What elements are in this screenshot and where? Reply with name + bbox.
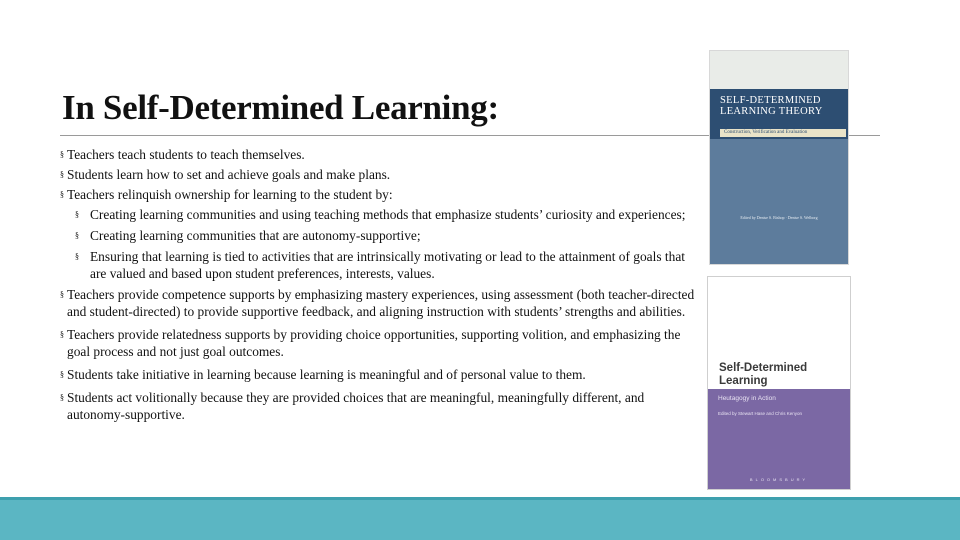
book-cover-subtitle: Construction, Verification and Evaluation — [720, 129, 846, 137]
book-cover-title-line: Learning — [719, 375, 768, 387]
slide-title: In Self-Determined Learning: — [62, 88, 499, 127]
book-cover-self-determined-learning — [707, 276, 851, 490]
footer-band — [0, 497, 960, 540]
bullet-text: Teachers teach students to teach themselves. — [67, 147, 305, 162]
book-cover-title-band — [710, 89, 848, 139]
book-cover-purple-band — [708, 389, 850, 489]
book-cover-editors: Edited by Denise S. Bishop · Denise S. Welborg — [740, 215, 818, 220]
book-cover-editors: Edited by Stewart Hase and Chris Kenyon — [718, 411, 803, 416]
book-cover-publisher: BLOOMSBURY — [749, 477, 809, 482]
bullet-marker: § — [60, 150, 64, 159]
bullet-marker: § — [60, 330, 64, 339]
book-cover-top — [710, 51, 848, 89]
bullet-text: Teachers provide competence supports by emphasizing mastery experiences, using assessment (both teacher-directed and student-directed) to provide supportive feedback, and aligning instruction with students’ strengths and abilities. — [67, 287, 695, 319]
book-cover-title-line: Self-Determined — [719, 362, 808, 374]
sub-bullet-marker: § — [75, 231, 79, 240]
bullet-list — [60, 146, 700, 429]
bullet-marker: § — [60, 190, 64, 199]
book-cover-series: Heutagogy in Action — [718, 395, 776, 402]
bullet-marker: § — [60, 170, 64, 179]
bullet-item — [60, 326, 700, 360]
bullet-text: Teachers provide relatedness supports by providing choice opportunities, supporting volition, and emphasizing the goal process and not just goal outcomes. — [67, 327, 681, 359]
sub-bullet-text: Creating learning communities that are autonomy-supportive; — [90, 228, 421, 243]
bullet-marker: § — [60, 370, 64, 379]
footer-accent-line — [0, 497, 960, 500]
bullet-text: Students take initiative in learning because learning is meaningful and of personal value to them. — [67, 367, 586, 382]
book-cover-title — [720, 95, 823, 117]
sub-bullet-text: Ensuring that learning is tied to activities that are intrinsically motivating or lead to the attainment of goals that are valued and based upon student preferences, interests, values. — [90, 249, 685, 281]
bullet-text: Students act volitionally because they are provided choices that are meaningful, meaningfully different, and autonomy-supportive. — [67, 390, 645, 422]
sub-bullet-text: Creating learning communities and using teaching methods that emphasize students’ curiosity and experiences; — [90, 207, 686, 222]
sub-bullet-marker: § — [75, 210, 79, 219]
book-cover-self-determined-learning-theory — [709, 50, 849, 265]
sub-bullet-item — [60, 227, 700, 244]
bullet-item — [60, 286, 700, 320]
book-cover-title-line: SELF-DETERMINED — [720, 95, 821, 106]
sub-bullet-item — [60, 206, 700, 223]
bullet-item — [60, 146, 700, 163]
bullet-item — [60, 366, 700, 383]
bullet-marker: § — [60, 290, 64, 299]
bullet-marker: § — [60, 393, 64, 402]
bullet-item — [60, 166, 700, 183]
book-cover-lower-panel — [710, 139, 848, 264]
bullet-text: Students learn how to set and achieve goals and make plans. — [67, 167, 391, 182]
bullet-text: Teachers relinquish ownership for learning to the student by: — [67, 187, 393, 202]
book-cover-title — [719, 362, 807, 388]
sub-bullet-item — [60, 248, 700, 282]
bullet-item — [60, 389, 700, 423]
bullet-item — [60, 186, 700, 203]
book-cover-title-line: LEARNING THEORY — [720, 106, 823, 117]
sub-bullet-marker: § — [75, 252, 79, 261]
